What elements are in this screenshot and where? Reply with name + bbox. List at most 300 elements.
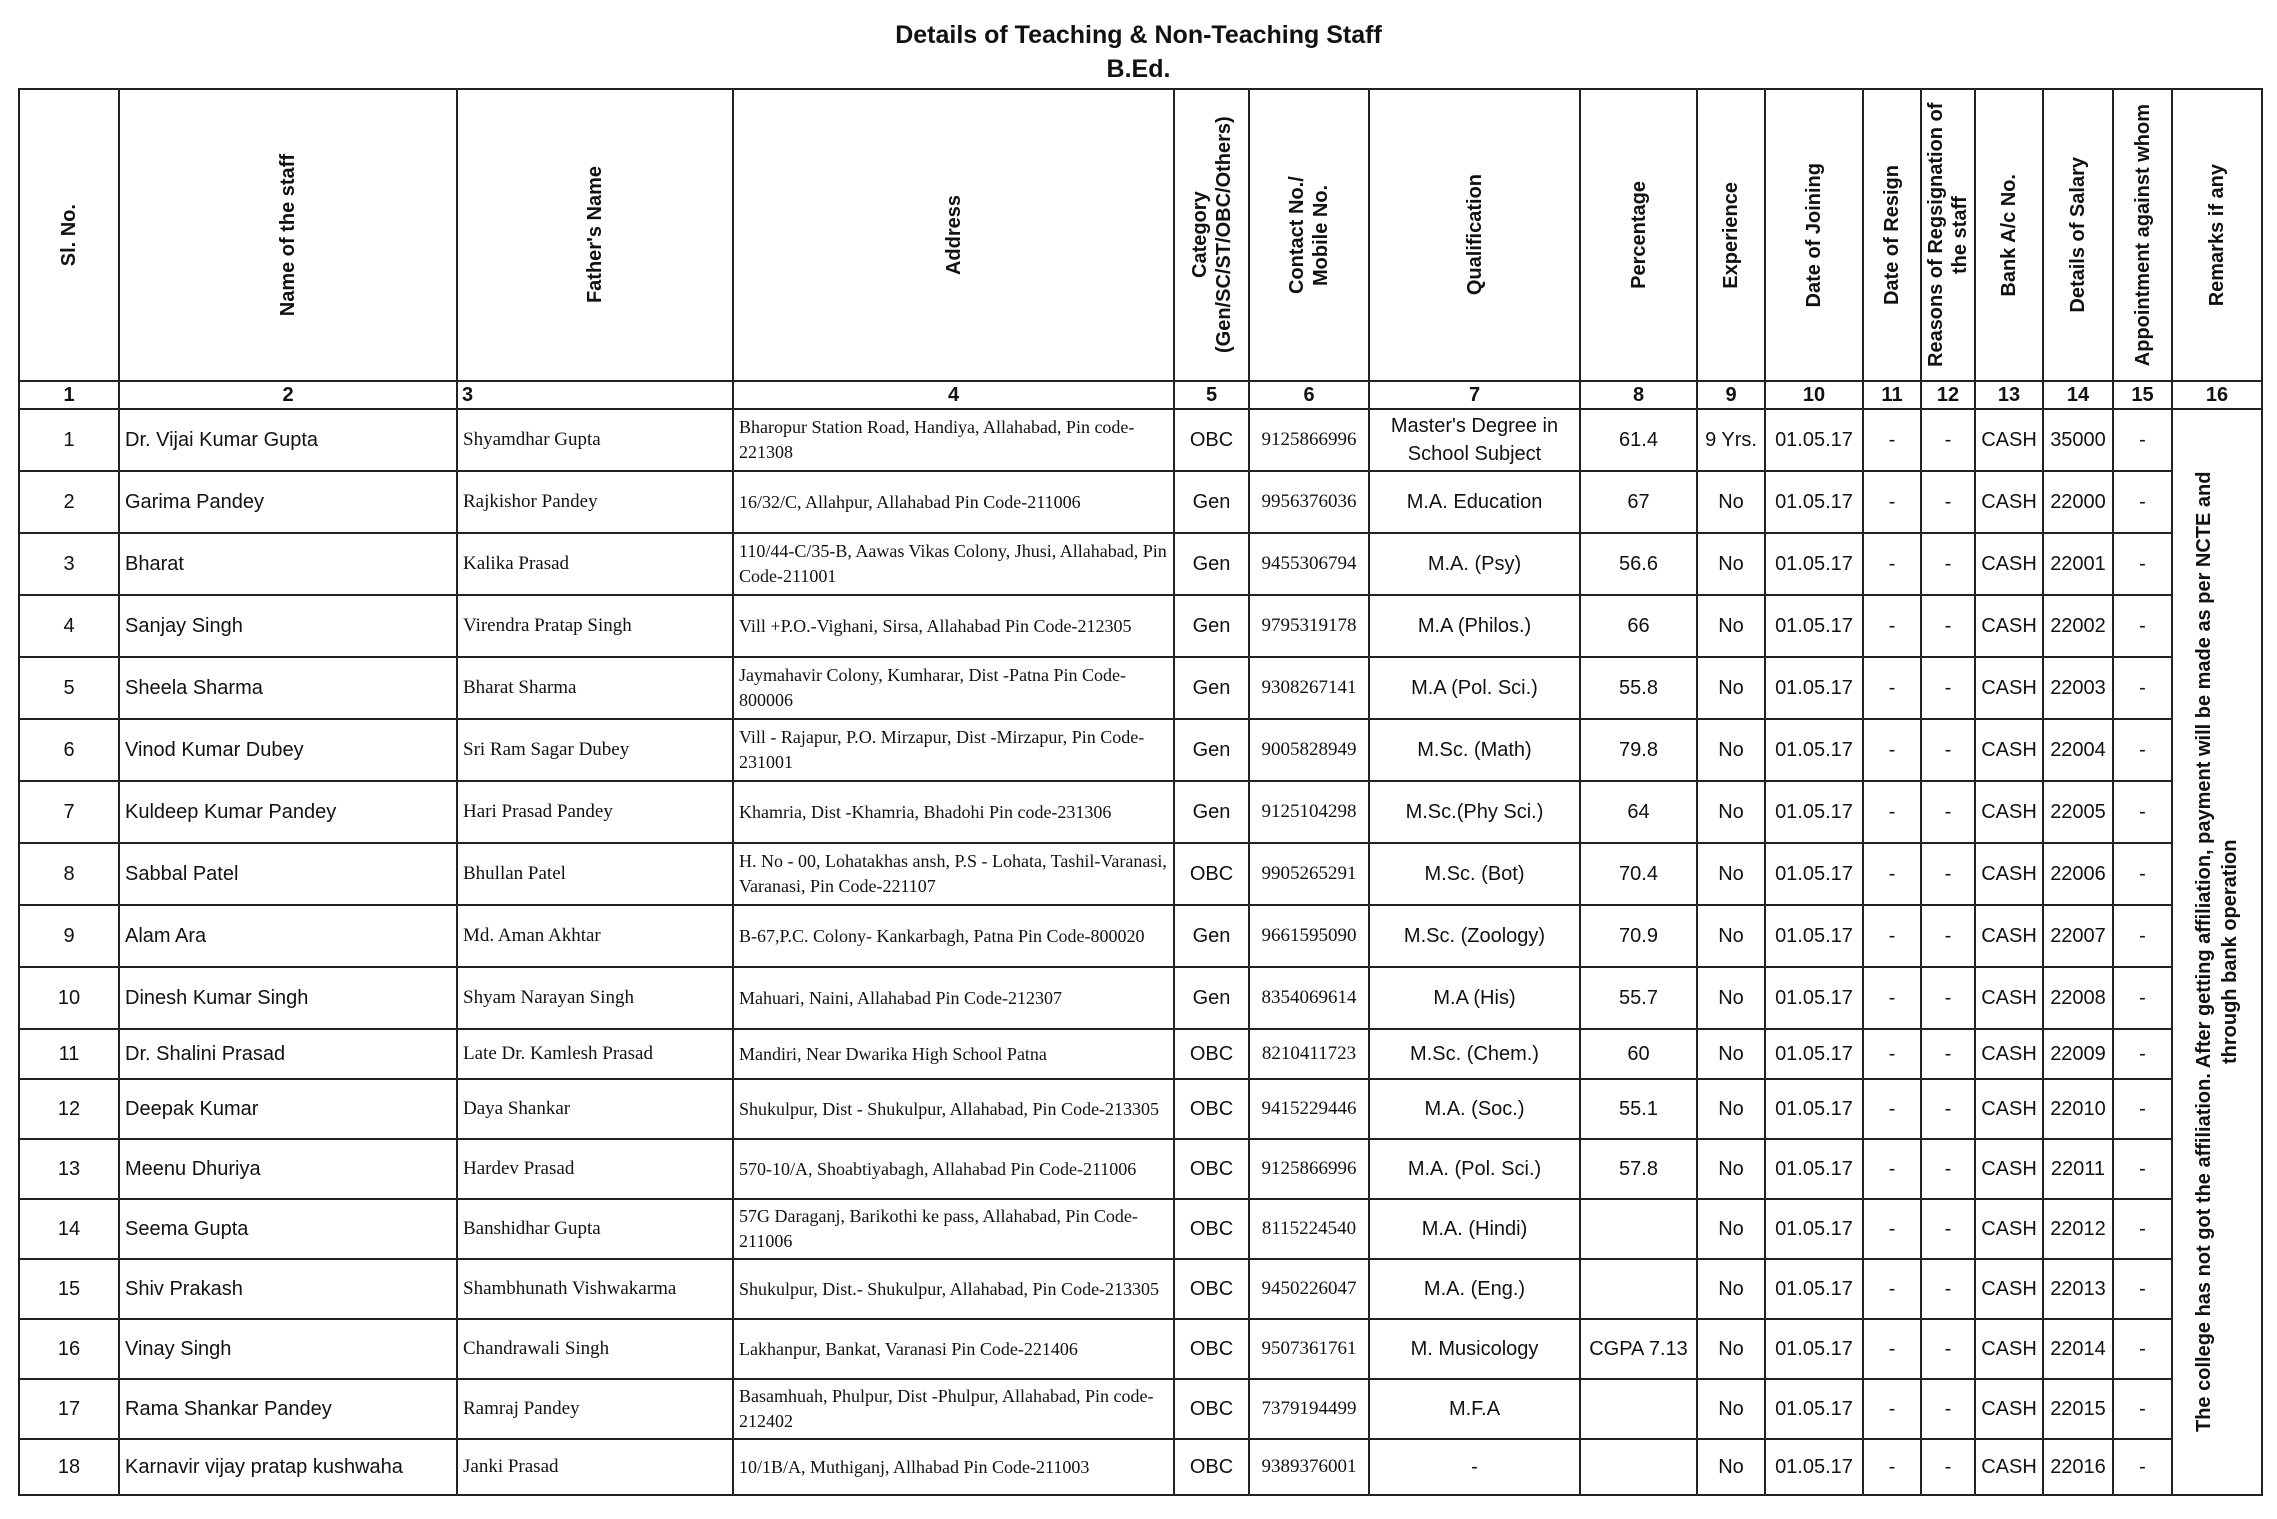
- column-number: 2: [119, 381, 457, 409]
- remarks-cell: [2172, 409, 2262, 1495]
- contact-cell: 9125866996: [1249, 409, 1369, 471]
- experience-cell: No: [1697, 1319, 1765, 1379]
- appointment-cell: -: [2113, 1379, 2172, 1439]
- date-of-joining-cell: 01.05.17: [1765, 843, 1863, 905]
- contact-cell: 9507361761: [1249, 1319, 1369, 1379]
- bank-cell: CASH: [1975, 1259, 2043, 1319]
- date-of-joining-cell: 01.05.17: [1765, 471, 1863, 533]
- column-number: 6: [1249, 381, 1369, 409]
- header-remarks: Remarks if any: [2172, 89, 2262, 381]
- reasons-cell: -: [1921, 1139, 1975, 1199]
- bank-cell: CASH: [1975, 1079, 2043, 1139]
- salary-cell: 22014: [2043, 1319, 2113, 1379]
- father-name-cell: Chandrawali Singh: [457, 1319, 733, 1379]
- category-cell: OBC: [1174, 1199, 1249, 1259]
- date-of-joining-cell: 01.05.17: [1765, 1139, 1863, 1199]
- father-name-cell: Virendra Pratap Singh: [457, 595, 733, 657]
- column-number: 4: [733, 381, 1174, 409]
- staff-name-cell: Bharat: [119, 533, 457, 595]
- bank-cell: CASH: [1975, 1199, 2043, 1259]
- bank-cell: CASH: [1975, 1319, 2043, 1379]
- category-cell: OBC: [1174, 843, 1249, 905]
- experience-cell: No: [1697, 1199, 1765, 1259]
- header-percentage: Percentage: [1580, 89, 1697, 381]
- category-cell: OBC: [1174, 1379, 1249, 1439]
- sl-no-cell: 18: [19, 1439, 119, 1495]
- table-row: [19, 1199, 2262, 1259]
- sl-no-cell: 16: [19, 1319, 119, 1379]
- appointment-cell: -: [2113, 843, 2172, 905]
- date-of-resign-cell: -: [1863, 595, 1921, 657]
- date-of-resign-cell: -: [1863, 1379, 1921, 1439]
- salary-cell: 22000: [2043, 471, 2113, 533]
- date-of-joining-cell: 01.05.17: [1765, 533, 1863, 595]
- reasons-cell: -: [1921, 409, 1975, 471]
- experience-cell: No: [1697, 1139, 1765, 1199]
- category-cell: OBC: [1174, 409, 1249, 471]
- experience-cell: No: [1697, 1079, 1765, 1139]
- appointment-cell: -: [2113, 533, 2172, 595]
- qualification-cell: M.Sc. (Zoology): [1369, 905, 1580, 967]
- column-number: 8: [1580, 381, 1697, 409]
- contact-cell: 9308267141: [1249, 657, 1369, 719]
- qualification-cell: M.Sc. (Bot): [1369, 843, 1580, 905]
- qualification-cell: M.A. (Psy): [1369, 533, 1580, 595]
- date-of-joining-cell: 01.05.17: [1765, 1259, 1863, 1319]
- experience-cell: No: [1697, 471, 1765, 533]
- contact-cell: 9125866996: [1249, 1139, 1369, 1199]
- header-sl-no: Sl. No.: [19, 89, 119, 381]
- father-name-cell: Janki Prasad: [457, 1439, 733, 1495]
- table-row: [19, 1029, 2262, 1079]
- sl-no-cell: 10: [19, 967, 119, 1029]
- staff-name-cell: Dr. Shalini Prasad: [119, 1029, 457, 1079]
- table-row: [19, 719, 2262, 781]
- header-address: Address: [733, 89, 1174, 381]
- table-row: [19, 1259, 2262, 1319]
- date-of-joining-cell: 01.05.17: [1765, 1029, 1863, 1079]
- reasons-cell: -: [1921, 1439, 1975, 1495]
- reasons-cell: -: [1921, 471, 1975, 533]
- reasons-cell: -: [1921, 719, 1975, 781]
- father-name-cell: Hari Prasad Pandey: [457, 781, 733, 843]
- percentage-cell: 56.6: [1580, 533, 1697, 595]
- staff-name-cell: Dinesh Kumar Singh: [119, 967, 457, 1029]
- staff-name-cell: Deepak Kumar: [119, 1079, 457, 1139]
- address-cell: Mahuari, Naini, Allahabad Pin Code-212307: [733, 967, 1174, 1029]
- reasons-cell: -: [1921, 905, 1975, 967]
- percentage-cell: CGPA 7.13: [1580, 1319, 1697, 1379]
- reasons-cell: -: [1921, 657, 1975, 719]
- date-of-joining-cell: 01.05.17: [1765, 1319, 1863, 1379]
- date-of-joining-cell: 01.05.17: [1765, 905, 1863, 967]
- column-number: 11: [1863, 381, 1921, 409]
- contact-cell: 9125104298: [1249, 781, 1369, 843]
- appointment-cell: -: [2113, 1079, 2172, 1139]
- father-name-cell: Rajkishor Pandey: [457, 471, 733, 533]
- date-of-joining-cell: 01.05.17: [1765, 1379, 1863, 1439]
- qualification-cell: M.Sc. (Math): [1369, 719, 1580, 781]
- column-number: 16: [2172, 381, 2262, 409]
- contact-cell: 9005828949: [1249, 719, 1369, 781]
- date-of-resign-cell: -: [1863, 1319, 1921, 1379]
- column-number: 3: [457, 381, 733, 409]
- father-name-cell: Kalika Prasad: [457, 533, 733, 595]
- staff-name-cell: Dr. Vijai Kumar Gupta: [119, 409, 457, 471]
- qualification-cell: M.A. (Eng.): [1369, 1259, 1580, 1319]
- date-of-resign-cell: -: [1863, 533, 1921, 595]
- sl-no-cell: 7: [19, 781, 119, 843]
- address-cell: Basamhuah, Phulpur, Dist -Phulpur, Allahabad, Pin code-212402: [733, 1379, 1174, 1439]
- staff-name-cell: Sheela Sharma: [119, 657, 457, 719]
- reasons-cell: -: [1921, 1199, 1975, 1259]
- appointment-cell: -: [2113, 719, 2172, 781]
- percentage-cell: 70.4: [1580, 843, 1697, 905]
- date-of-resign-cell: -: [1863, 1079, 1921, 1139]
- table-row: [19, 967, 2262, 1029]
- percentage-cell: 55.1: [1580, 1079, 1697, 1139]
- qualification-cell: M.A. (Pol. Sci.): [1369, 1139, 1580, 1199]
- category-cell: Gen: [1174, 657, 1249, 719]
- reasons-cell: -: [1921, 1379, 1975, 1439]
- date-of-resign-cell: -: [1863, 1439, 1921, 1495]
- date-of-joining-cell: 01.05.17: [1765, 1079, 1863, 1139]
- staff-table: [18, 88, 2263, 1496]
- column-number: 1: [19, 381, 119, 409]
- experience-cell: No: [1697, 1259, 1765, 1319]
- column-number: 12: [1921, 381, 1975, 409]
- staff-name-cell: Rama Shankar Pandey: [119, 1379, 457, 1439]
- table-row: [19, 781, 2262, 843]
- category-cell: Gen: [1174, 967, 1249, 1029]
- bank-cell: CASH: [1975, 657, 2043, 719]
- date-of-resign-cell: -: [1863, 843, 1921, 905]
- sl-no-cell: 15: [19, 1259, 119, 1319]
- date-of-resign-cell: -: [1863, 409, 1921, 471]
- percentage-cell: [1580, 1439, 1697, 1495]
- sl-no-cell: 1: [19, 409, 119, 471]
- staff-name-cell: Vinod Kumar Dubey: [119, 719, 457, 781]
- salary-cell: 22012: [2043, 1199, 2113, 1259]
- qualification-cell: M.F.A: [1369, 1379, 1580, 1439]
- father-name-cell: Ramraj Pandey: [457, 1379, 733, 1439]
- salary-cell: 22002: [2043, 595, 2113, 657]
- salary-cell: 22004: [2043, 719, 2113, 781]
- column-number: 7: [1369, 381, 1580, 409]
- column-number-row: [19, 381, 2262, 409]
- experience-cell: 9 Yrs.: [1697, 409, 1765, 471]
- father-name-cell: Shambhunath Vishwakarma: [457, 1259, 733, 1319]
- reasons-cell: -: [1921, 595, 1975, 657]
- experience-cell: No: [1697, 1029, 1765, 1079]
- contact-cell: 9455306794: [1249, 533, 1369, 595]
- header-reasons: Reasons of Regsignation of the staff: [1921, 89, 1975, 381]
- qualification-cell: Master's Degree in School Subject: [1369, 409, 1580, 471]
- father-name-cell: Bhullan Patel: [457, 843, 733, 905]
- father-name-cell: Bharat Sharma: [457, 657, 733, 719]
- qualification-cell: M. Musicology: [1369, 1319, 1580, 1379]
- appointment-cell: -: [2113, 409, 2172, 471]
- address-cell: Khamria, Dist -Khamria, Bhadohi Pin code-231306: [733, 781, 1174, 843]
- remarks-text: The college has not got the affiliation. After getting affiliation, payment will be made as per NCTE and through bank operation: [2193, 471, 2241, 1433]
- date-of-joining-cell: 01.05.17: [1765, 1199, 1863, 1259]
- sl-no-cell: 5: [19, 657, 119, 719]
- salary-cell: 22015: [2043, 1379, 2113, 1439]
- qualification-cell: M.A. Education: [1369, 471, 1580, 533]
- experience-cell: No: [1697, 533, 1765, 595]
- percentage-cell: 60: [1580, 1029, 1697, 1079]
- reasons-cell: -: [1921, 1079, 1975, 1139]
- header-experience: Experience: [1697, 89, 1765, 381]
- category-cell: OBC: [1174, 1139, 1249, 1199]
- contact-cell: 9795319178: [1249, 595, 1369, 657]
- staff-table-body: [19, 409, 2262, 1495]
- address-cell: Bharopur Station Road, Handiya, Allahabad, Pin code-221308: [733, 409, 1174, 471]
- table-row: [19, 595, 2262, 657]
- category-cell: OBC: [1174, 1079, 1249, 1139]
- date-of-resign-cell: -: [1863, 1139, 1921, 1199]
- experience-cell: No: [1697, 719, 1765, 781]
- sl-no-cell: 4: [19, 595, 119, 657]
- date-of-joining-cell: 01.05.17: [1765, 657, 1863, 719]
- column-number: 13: [1975, 381, 2043, 409]
- category-cell: OBC: [1174, 1029, 1249, 1079]
- qualification-cell: -: [1369, 1439, 1580, 1495]
- category-cell: OBC: [1174, 1439, 1249, 1495]
- staff-name-cell: Karnavir vijay pratap kushwaha: [119, 1439, 457, 1495]
- reasons-cell: -: [1921, 1319, 1975, 1379]
- category-cell: OBC: [1174, 1319, 1249, 1379]
- table-row: [19, 409, 2262, 471]
- address-cell: 110/44-C/35-B, Aawas Vikas Colony, Jhusi, Allahabad, Pin Code-211001: [733, 533, 1174, 595]
- salary-cell: 22010: [2043, 1079, 2113, 1139]
- sl-no-cell: 17: [19, 1379, 119, 1439]
- bank-cell: CASH: [1975, 471, 2043, 533]
- contact-cell: 9450226047: [1249, 1259, 1369, 1319]
- address-cell: 570-10/A, Shoabtiyabagh, Allahabad Pin Code-211006: [733, 1139, 1174, 1199]
- reasons-cell: -: [1921, 843, 1975, 905]
- bank-cell: CASH: [1975, 409, 2043, 471]
- table-row: [19, 1439, 2262, 1495]
- percentage-cell: 66: [1580, 595, 1697, 657]
- document-subtitle: B.Ed.: [1106, 55, 1171, 83]
- percentage-cell: 70.9: [1580, 905, 1697, 967]
- qualification-cell: M.A (His): [1369, 967, 1580, 1029]
- qualification-cell: M.A. (Hindi): [1369, 1199, 1580, 1259]
- date-of-resign-cell: -: [1863, 1029, 1921, 1079]
- column-number: 9: [1697, 381, 1765, 409]
- experience-cell: No: [1697, 1379, 1765, 1439]
- header-contact: Contact No./ Mobile No.: [1249, 89, 1369, 381]
- date-of-resign-cell: -: [1863, 719, 1921, 781]
- bank-cell: CASH: [1975, 1439, 2043, 1495]
- father-name-cell: Daya Shankar: [457, 1079, 733, 1139]
- salary-cell: 22006: [2043, 843, 2113, 905]
- salary-cell: 22005: [2043, 781, 2113, 843]
- address-cell: Shukulpur, Dist - Shukulpur, Allahabad, Pin Code-213305: [733, 1079, 1174, 1139]
- salary-cell: 22003: [2043, 657, 2113, 719]
- document-title: Details of Teaching & Non-Teaching Staff: [895, 21, 1382, 49]
- percentage-cell: 55.7: [1580, 967, 1697, 1029]
- father-name-cell: Hardev Prasad: [457, 1139, 733, 1199]
- reasons-cell: -: [1921, 781, 1975, 843]
- appointment-cell: -: [2113, 1439, 2172, 1495]
- qualification-cell: M.A. (Soc.): [1369, 1079, 1580, 1139]
- appointment-cell: -: [2113, 1259, 2172, 1319]
- header-date-of-joining: Date of Joining: [1765, 89, 1863, 381]
- percentage-cell: 64: [1580, 781, 1697, 843]
- salary-cell: 22013: [2043, 1259, 2113, 1319]
- table-row: [19, 843, 2262, 905]
- appointment-cell: -: [2113, 905, 2172, 967]
- date-of-joining-cell: 01.05.17: [1765, 967, 1863, 1029]
- staff-name-cell: Kuldeep Kumar Pandey: [119, 781, 457, 843]
- experience-cell: No: [1697, 967, 1765, 1029]
- salary-cell: 22016: [2043, 1439, 2113, 1495]
- appointment-cell: -: [2113, 1139, 2172, 1199]
- appointment-cell: -: [2113, 657, 2172, 719]
- reasons-cell: -: [1921, 533, 1975, 595]
- staff-name-cell: Garima Pandey: [119, 471, 457, 533]
- bank-cell: CASH: [1975, 843, 2043, 905]
- percentage-cell: 67: [1580, 471, 1697, 533]
- appointment-cell: -: [2113, 1199, 2172, 1259]
- staff-name-cell: Shiv Prakash: [119, 1259, 457, 1319]
- bank-cell: CASH: [1975, 1139, 2043, 1199]
- header-father: Father's Name: [457, 89, 733, 381]
- column-number: 15: [2113, 381, 2172, 409]
- appointment-cell: -: [2113, 967, 2172, 1029]
- appointment-cell: -: [2113, 595, 2172, 657]
- qualification-cell: M.A (Pol. Sci.): [1369, 657, 1580, 719]
- salary-cell: 22011: [2043, 1139, 2113, 1199]
- reasons-cell: -: [1921, 1029, 1975, 1079]
- father-name-cell: Sri Ram Sagar Dubey: [457, 719, 733, 781]
- category-cell: OBC: [1174, 1259, 1249, 1319]
- salary-cell: 35000: [2043, 409, 2113, 471]
- sl-no-cell: 8: [19, 843, 119, 905]
- header-qualification: Qualification: [1369, 89, 1580, 381]
- sl-no-cell: 6: [19, 719, 119, 781]
- header-salary: Details of Salary: [2043, 89, 2113, 381]
- address-cell: B-67,P.C. Colony- Kankarbagh, Patna Pin Code-800020: [733, 905, 1174, 967]
- sl-no-cell: 2: [19, 471, 119, 533]
- qualification-cell: M.Sc. (Chem.): [1369, 1029, 1580, 1079]
- appointment-cell: -: [2113, 471, 2172, 533]
- staff-name-cell: Seema Gupta: [119, 1199, 457, 1259]
- address-cell: Vill +P.O.-Vighani, Sirsa, Allahabad Pin Code-212305: [733, 595, 1174, 657]
- category-cell: Gen: [1174, 595, 1249, 657]
- table-row: [19, 533, 2262, 595]
- salary-cell: 22001: [2043, 533, 2113, 595]
- father-name-cell: Late Dr. Kamlesh Prasad: [457, 1029, 733, 1079]
- category-cell: Gen: [1174, 719, 1249, 781]
- date-of-joining-cell: 01.05.17: [1765, 781, 1863, 843]
- bank-cell: CASH: [1975, 905, 2043, 967]
- percentage-cell: [1580, 1199, 1697, 1259]
- header-name: Name of the staff: [119, 89, 457, 381]
- sl-no-cell: 13: [19, 1139, 119, 1199]
- date-of-joining-cell: 01.05.17: [1765, 595, 1863, 657]
- table-row: [19, 1319, 2262, 1379]
- date-of-resign-cell: -: [1863, 471, 1921, 533]
- experience-cell: No: [1697, 657, 1765, 719]
- category-cell: Gen: [1174, 471, 1249, 533]
- appointment-cell: -: [2113, 781, 2172, 843]
- staff-name-cell: Alam Ara: [119, 905, 457, 967]
- appointment-cell: -: [2113, 1319, 2172, 1379]
- experience-cell: No: [1697, 843, 1765, 905]
- address-cell: 10/1B/A, Muthiganj, Allhabad Pin Code-211003: [733, 1439, 1174, 1495]
- reasons-cell: -: [1921, 967, 1975, 1029]
- sl-no-cell: 14: [19, 1199, 119, 1259]
- contact-cell: 8210411723: [1249, 1029, 1369, 1079]
- category-cell: Gen: [1174, 781, 1249, 843]
- father-name-cell: Banshidhar Gupta: [457, 1199, 733, 1259]
- experience-cell: No: [1697, 905, 1765, 967]
- address-cell: 57G Daraganj, Barikothi ke pass, Allahabad, Pin Code-211006: [733, 1199, 1174, 1259]
- qualification-cell: M.Sc.(Phy Sci.): [1369, 781, 1580, 843]
- category-cell: Gen: [1174, 905, 1249, 967]
- father-name-cell: Shyamdhar Gupta: [457, 409, 733, 471]
- contact-cell: 7379194499: [1249, 1379, 1369, 1439]
- appointment-cell: -: [2113, 1029, 2172, 1079]
- father-name-cell: Md. Aman Akhtar: [457, 905, 733, 967]
- sl-no-cell: 3: [19, 533, 119, 595]
- percentage-cell: 57.8: [1580, 1139, 1697, 1199]
- sl-no-cell: 12: [19, 1079, 119, 1139]
- bank-cell: CASH: [1975, 1379, 2043, 1439]
- header-row: [19, 89, 2262, 381]
- address-cell: Lakhanpur, Bankat, Varanasi Pin Code-221406: [733, 1319, 1174, 1379]
- sl-no-cell: 9: [19, 905, 119, 967]
- address-cell: Shukulpur, Dist.- Shukulpur, Allahabad, Pin Code-213305: [733, 1259, 1174, 1319]
- header-category: Category (Gen/SC/ST/OBC/Others): [1174, 89, 1249, 381]
- date-of-joining-cell: 01.05.17: [1765, 409, 1863, 471]
- address-cell: Jaymahavir Colony, Kumharar, Dist -Patna Pin Code-800006: [733, 657, 1174, 719]
- contact-cell: 8115224540: [1249, 1199, 1369, 1259]
- bank-cell: CASH: [1975, 781, 2043, 843]
- staff-name-cell: Sabbal Patel: [119, 843, 457, 905]
- date-of-resign-cell: -: [1863, 781, 1921, 843]
- bank-cell: CASH: [1975, 533, 2043, 595]
- salary-cell: 22008: [2043, 967, 2113, 1029]
- experience-cell: No: [1697, 1439, 1765, 1495]
- percentage-cell: 61.4: [1580, 409, 1697, 471]
- staff-name-cell: Vinay Singh: [119, 1319, 457, 1379]
- address-cell: Mandiri, Near Dwarika High School Patna: [733, 1029, 1174, 1079]
- percentage-cell: 79.8: [1580, 719, 1697, 781]
- address-cell: 16/32/C, Allahpur, Allahabad Pin Code-211006: [733, 471, 1174, 533]
- percentage-cell: [1580, 1379, 1697, 1439]
- qualification-cell: M.A (Philos.): [1369, 595, 1580, 657]
- date-of-joining-cell: 01.05.17: [1765, 1439, 1863, 1495]
- bank-cell: CASH: [1975, 719, 2043, 781]
- address-cell: Vill - Rajapur, P.O. Mirzapur, Dist -Mirzapur, Pin Code-231001: [733, 719, 1174, 781]
- category-cell: Gen: [1174, 533, 1249, 595]
- contact-cell: 9956376036: [1249, 471, 1369, 533]
- table-row: [19, 471, 2262, 533]
- bank-cell: CASH: [1975, 967, 2043, 1029]
- salary-cell: 22009: [2043, 1029, 2113, 1079]
- father-name-cell: Shyam Narayan Singh: [457, 967, 733, 1029]
- header-bank: Bank A/c No.: [1975, 89, 2043, 381]
- column-number: 10: [1765, 381, 1863, 409]
- bank-cell: CASH: [1975, 1029, 2043, 1079]
- experience-cell: No: [1697, 781, 1765, 843]
- contact-cell: 9389376001: [1249, 1439, 1369, 1495]
- staff-name-cell: Sanjay Singh: [119, 595, 457, 657]
